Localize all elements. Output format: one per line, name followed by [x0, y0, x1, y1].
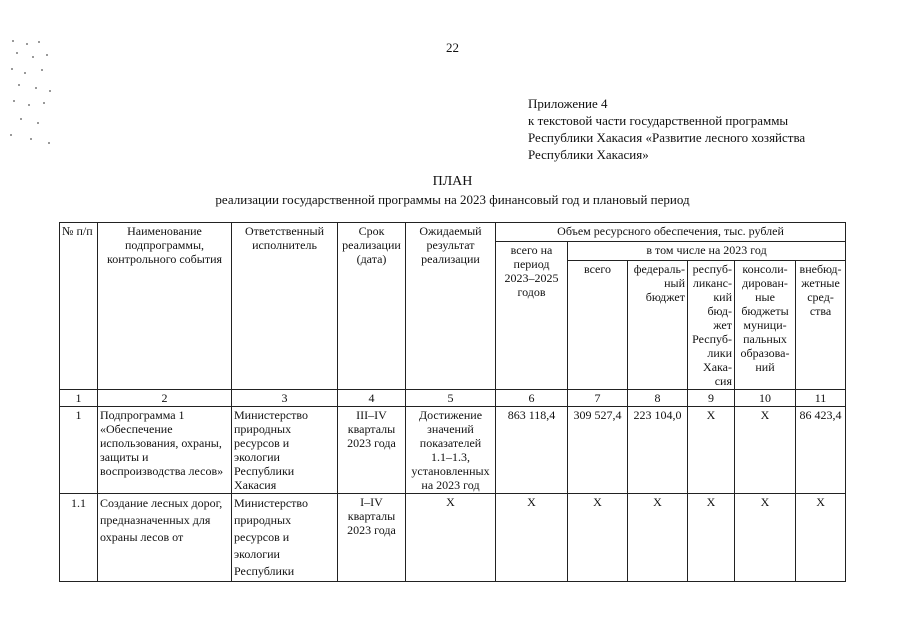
page-number: 22 [446, 40, 459, 55]
column-number: 5 [406, 390, 496, 407]
header-num: № п/п [60, 223, 98, 390]
header-name: Наименование подпрограммы, контрольного события [98, 223, 232, 390]
table-row [60, 494, 846, 582]
cell-federal: Х [628, 494, 688, 582]
cell-extrabudget: 86 423,4 [796, 407, 846, 494]
cell-republic: Х [688, 494, 735, 582]
column-number: 3 [232, 390, 338, 407]
plan-table [59, 222, 846, 582]
header-row [60, 223, 846, 242]
table-row [60, 407, 846, 494]
column-number: 8 [628, 390, 688, 407]
cell-executor: Министерство природных ресурсов и экологии Республики Хакасия [232, 407, 338, 494]
header-result: Ожидаемый результат реализации [406, 223, 496, 390]
cell-term: III–IV кварталы 2023 года [338, 407, 406, 494]
column-number: 1 [60, 390, 98, 407]
header-executor: Ответственный исполнитель [232, 223, 338, 390]
header-total-period: всего на период 2023–2025 годов [496, 242, 568, 390]
cell-total-period: 863 118,4 [496, 407, 568, 494]
cell-total: Х [568, 494, 628, 582]
cell-result: Достижение значений показателей 1.1–1.3, установленных на 2023 год [406, 407, 496, 494]
column-number: 7 [568, 390, 628, 407]
cell-name: Создание лесных дорог, предназначенных для охраны лесов от [98, 494, 232, 582]
column-number: 2 [98, 390, 232, 407]
column-number: 10 [735, 390, 796, 407]
column-number: 4 [338, 390, 406, 407]
header-consolidated: консоли-дирован-ные бюджеты муници-пальных образова-ний [735, 261, 796, 390]
cell-executor: Министерство природных ресурсов и экологии Республики [232, 494, 338, 582]
cell-name: Подпрограмма 1 «Обеспечение использования, охраны, защиты и воспроизводства лесов» [98, 407, 232, 494]
header-federal: федераль-ный бюджет [628, 261, 688, 390]
cell-consolidated: Х [735, 494, 796, 582]
cell-republic: Х [688, 407, 735, 494]
cell-num: 1.1 [60, 494, 98, 582]
cell-total-period: Х [496, 494, 568, 582]
appendix-note [528, 95, 805, 163]
appendix-line: Республики Хакасия «Развитие лесного хозяйства [528, 130, 806, 145]
cell-total: 309 527,4 [568, 407, 628, 494]
column-number: 6 [496, 390, 568, 407]
header-funding: Объем ресурсного обеспечения, тыс. рублей [496, 223, 846, 242]
cell-term: I–IV кварталы 2023 года [338, 494, 406, 582]
cell-result: Х [406, 494, 496, 582]
header-incl-2023: в том числе на 2023 год [568, 242, 846, 261]
header-extrabudget: внебюд-жетные сред-ства [796, 261, 846, 390]
cell-federal: 223 104,0 [628, 407, 688, 494]
column-number-row [60, 390, 846, 407]
column-number: 9 [688, 390, 735, 407]
appendix-line: Приложение 4 [528, 96, 608, 111]
column-number: 11 [796, 390, 846, 407]
document-subtitle: реализации государственной программы на 2023 финансовый год и плановый период [215, 192, 690, 207]
cell-consolidated: Х [735, 407, 796, 494]
appendix-line: Республики Хакасия» [528, 147, 649, 162]
header-total: всего [568, 261, 628, 390]
cell-extrabudget: Х [796, 494, 846, 582]
appendix-line: к текстовой части государственной программы [528, 113, 789, 128]
document-title: ПЛАН [432, 174, 473, 189]
cell-num: 1 [60, 407, 98, 494]
header-republic: респуб-ликанс-кий бюд-жет Респуб-лики Хака-сия [688, 261, 735, 390]
header-term: Срок реализации (дата) [338, 223, 406, 390]
